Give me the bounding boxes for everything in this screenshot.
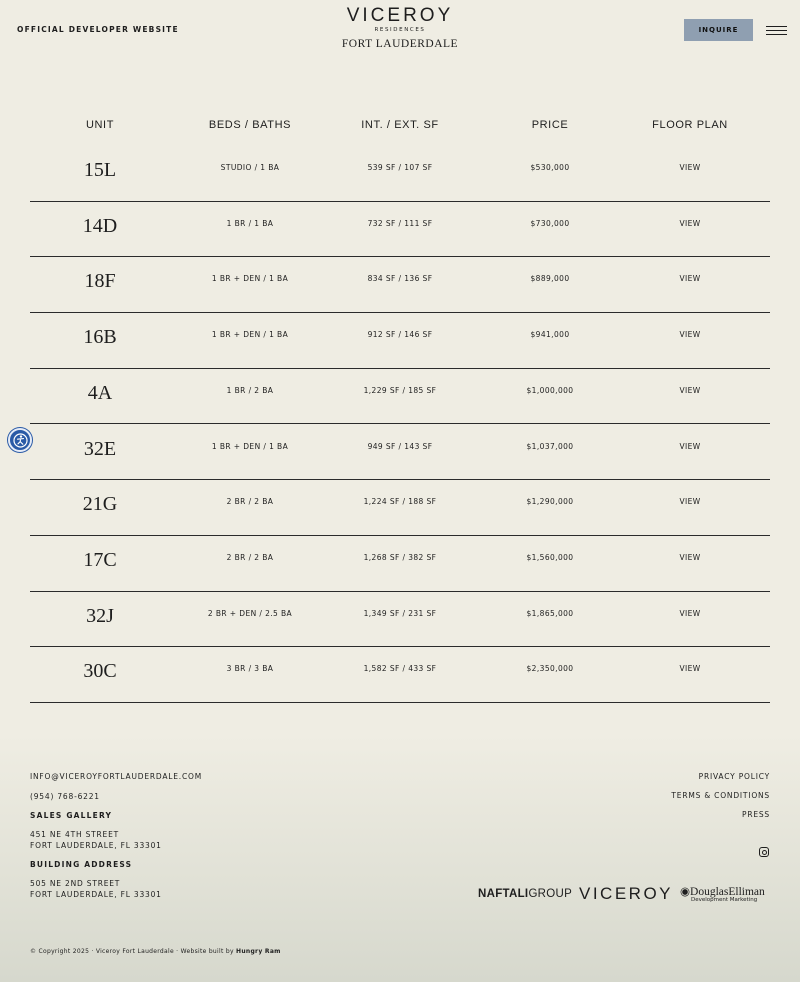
price-cell: $1,290,000 [526,497,574,507]
instagram-icon[interactable] [759,847,769,857]
unit-cell: 16B [83,326,117,349]
unit-cell: 17C [83,548,117,571]
unit-cell: 32J [86,604,114,627]
price-cell: $730,000 [530,218,570,228]
table-row [30,202,770,258]
building-address-line-2: FORT LAUDERDALE, FL 33301 [30,890,162,899]
official-developer-label: OFFICIAL DEVELOPER WEBSITE [17,25,179,34]
sales-address-line-1: 451 NE 4TH STREET [30,830,120,839]
viceroy-footer-logo: VICEROY [579,884,674,903]
footer-phone-link[interactable]: (954) 768-6221 [30,792,100,801]
hamburger-menu-icon[interactable] [766,26,787,36]
building-address-label: BUILDING ADDRESS [30,860,133,869]
unit-cell: 14D [82,214,118,237]
view-floor-plan-link[interactable]: VIEW [679,608,701,618]
view-floor-plan-link[interactable]: VIEW [679,274,701,284]
logo-residences: RESIDENCES [374,27,426,33]
view-floor-plan-link[interactable]: VIEW [679,163,701,172]
view-floor-plan-link[interactable]: VIEW [679,441,701,451]
price-cell: $889,000 [530,274,570,284]
header-sf: INT. / EXT. SF [361,119,439,131]
logo-brand: VICEROY [346,5,454,26]
sf-cell: 912 SF / 146 SF [367,330,433,340]
footer-email-link[interactable]: INFO@VICEROYFORTLAUDERDALE.COM [30,772,202,781]
table-row [30,146,770,202]
beds-baths-cell: STUDIO / 1 BA [220,163,280,172]
table-row [30,425,770,481]
table-row [30,257,770,313]
price-cell: $1,865,000 [526,608,574,618]
price-cell: $2,350,000 [526,664,574,674]
sf-cell: 1,268 SF / 382 SF [363,552,437,562]
table-row [30,313,770,369]
press-link[interactable]: PRESS [742,810,770,819]
sales-address-line-2: FORT LAUDERDALE, FL 33301 [30,841,162,850]
beds-baths-cell: 1 BR / 1 BA [226,218,274,228]
unit-cell: 32E [83,437,117,460]
unit-cell: 18F [84,270,116,293]
beds-baths-cell: 1 BR + DEN / 1 BA [211,330,289,340]
sf-cell: 834 SF / 136 SF [367,274,433,284]
douglas-elliman-name: DouglasElliman [690,886,765,898]
view-floor-plan-link[interactable]: VIEW [679,385,701,395]
accessibility-icon[interactable] [8,428,32,452]
table-row [30,592,770,648]
view-floor-plan-link[interactable]: VIEW [679,552,701,562]
price-cell: $1,560,000 [526,552,574,562]
header-unit: UNIT [85,119,115,131]
header-beds-baths: BEDS / BATHS [208,119,292,131]
site-header [0,0,800,60]
beds-baths-cell: 3 BR / 3 BA [226,664,274,674]
table-header [30,119,770,133]
beds-baths-cell: 1 BR + DEN / 1 BA [211,441,289,451]
view-floor-plan-link[interactable]: VIEW [679,218,701,228]
view-floor-plan-link[interactable]: VIEW [679,330,701,340]
beds-baths-cell: 2 BR + DEN / 2.5 BA [207,608,293,618]
sales-gallery-label: SALES GALLERY [30,811,113,820]
sf-cell: 1,224 SF / 188 SF [363,497,437,507]
naftali-bold: NAFTALI [478,888,529,900]
price-cell: $530,000 [530,163,570,172]
douglas-elliman-sub: Development Marketing [691,897,758,903]
douglas-elliman-logo: ◉DouglasElliman [680,886,765,898]
table-row [30,647,770,703]
sf-cell: 732 SF / 111 SF [367,218,433,228]
naftali-group-logo [478,888,572,900]
beds-baths-cell: 1 BR + DEN / 1 BA [211,274,289,284]
unit-cell: 21G [82,493,118,516]
table-row [30,369,770,425]
price-cell: $1,037,000 [526,441,574,451]
price-cell: $1,000,000 [526,385,574,395]
sf-cell: 1,229 SF / 185 SF [363,385,437,395]
view-floor-plan-link[interactable]: VIEW [679,497,701,507]
copyright-text: © Copyright 2025 · Viceroy Fort Lauderdale · Website built by [30,948,236,955]
terms-conditions-link[interactable]: TERMS & CONDITIONS [671,791,770,800]
building-address-line-1: 505 NE 2ND STREET [30,879,121,888]
unit-cell: 4A [87,381,113,404]
logo-city: FORT LAUDERDALE [341,38,459,50]
inquire-button[interactable]: INQUIRE [684,19,753,41]
copyright [30,948,281,955]
sf-cell: 1,582 SF / 433 SF [363,664,437,674]
naftali-rest: GROUP [528,888,573,900]
sf-cell: 1,349 SF / 231 SF [363,608,437,618]
beds-baths-cell: 1 BR / 2 BA [226,385,274,395]
table-row [30,536,770,592]
view-floor-plan-link[interactable]: VIEW [679,664,701,674]
unit-cell: 30C [83,660,117,683]
viceroy-logo[interactable] [0,6,800,50]
beds-baths-cell: 2 BR / 2 BA [226,497,274,507]
price-cell: $941,000 [530,330,570,340]
header-price: PRICE [531,119,569,131]
beds-baths-cell: 2 BR / 2 BA [226,552,274,562]
privacy-policy-link[interactable]: PRIVACY POLICY [698,772,770,781]
header-floor-plan: FLOOR PLAN [652,119,728,131]
table-row [30,480,770,536]
hungry-ram-link[interactable]: Hungry Ram [236,948,281,955]
unit-cell: 15L [83,159,117,181]
sf-cell: 539 SF / 107 SF [367,163,433,172]
sf-cell: 949 SF / 143 SF [367,441,433,451]
